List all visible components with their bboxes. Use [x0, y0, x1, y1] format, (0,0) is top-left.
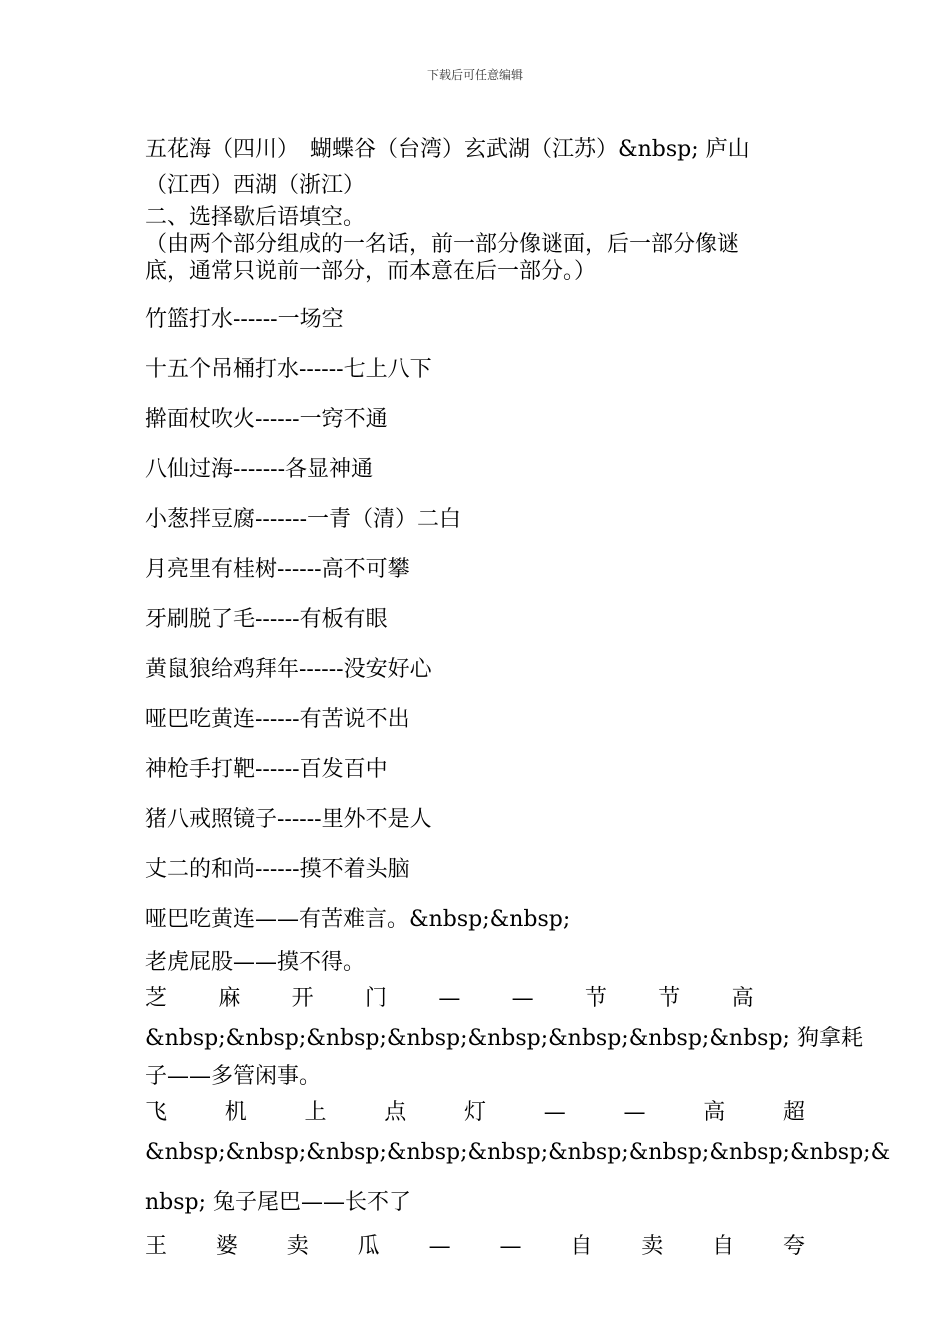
saying-char: 灯 [464, 1100, 487, 1125]
saying-char: 麻 [218, 986, 241, 1011]
places-line-1: 五花海（四川） 蝴蝶谷（台湾）玄武湖（江苏）&nbsp; 庐山 [145, 137, 750, 162]
saying-line: 子——多管闲事。 [145, 1064, 322, 1089]
saying-line: 牙刷脱了毛------有板有眼 [145, 607, 388, 632]
document-body [145, 132, 891, 1265]
justified-saying-line [145, 981, 805, 1017]
saying-line: nbsp; 兔子尾巴——长不了 [145, 1190, 412, 1215]
saying-char: — [543, 1100, 566, 1125]
section-title: 二、选择歇后语填空。 [145, 205, 366, 230]
saying-char: 节 [584, 986, 607, 1011]
saying-line: 哑巴吃黄连——有苦难言。&nbsp;&nbsp; [145, 907, 571, 932]
saying-char: 门 [364, 986, 387, 1011]
saying-char: — [438, 986, 461, 1011]
saying-char: 瓜 [357, 1234, 380, 1259]
saying-char: 飞 [145, 1100, 168, 1125]
saying-line: 月亮里有桂树------高不可攀 [145, 557, 410, 582]
saying-char: 节 [658, 986, 681, 1011]
saying-char: 自 [570, 1234, 593, 1259]
saying-char: — [623, 1100, 646, 1125]
saying-line: &nbsp;&nbsp;&nbsp;&nbsp;&nbsp;&nbsp;&nbsp;&nbsp;&nbsp;& [145, 1140, 891, 1165]
saying-char: 芝 [145, 986, 168, 1011]
saying-line: 猪八戒照镜子------里外不是人 [145, 807, 432, 832]
saying-char: 王 [145, 1234, 168, 1259]
saying-line: 擀面杖吹火------一窍不通 [145, 407, 388, 432]
saying-char: 婆 [215, 1234, 238, 1259]
saying-char: — [511, 986, 534, 1011]
page-header: 下载后可任意编辑 [426, 68, 523, 82]
section-intro-line-1: （由两个部分组成的一名话，前一部分像谜面，后一部分像谜 [145, 232, 740, 257]
saying-char: 超 [782, 1100, 805, 1125]
saying-line: 哑巴吃黄连------有苦说不出 [145, 707, 410, 732]
saying-char: 上 [304, 1100, 327, 1125]
places-line-2: （江西）西湖（浙江） [145, 173, 366, 198]
saying-char: 点 [384, 1100, 407, 1125]
saying-char: — [499, 1234, 522, 1259]
justified-saying-line [145, 1095, 805, 1131]
saying-char: 高 [703, 1100, 726, 1125]
section-intro-line-2: 底，通常只说前一部分，而本意在后一部分。） [145, 259, 597, 284]
saying-line: 老虎屁股——摸不得。 [145, 950, 366, 975]
saying-char: 卖 [641, 1234, 664, 1259]
saying-char: 机 [224, 1100, 247, 1125]
saying-char: 夸 [782, 1234, 805, 1259]
saying-line: 小葱拌豆腐-------一青（清）二白 [145, 507, 462, 532]
saying-line: 神枪手打靶------百发百中 [145, 757, 388, 782]
saying-char: 自 [712, 1234, 735, 1259]
saying-line: 丈二的和尚------摸不着头脑 [145, 857, 410, 882]
saying-char: 开 [291, 986, 314, 1011]
saying-char: 高 [731, 986, 754, 1011]
saying-line: 黄鼠狼给鸡拜年------没安好心 [145, 657, 432, 682]
saying-line: 八仙过海-------各显神通 [145, 457, 374, 482]
saying-line: &nbsp;&nbsp;&nbsp;&nbsp;&nbsp;&nbsp;&nbsp;&nbsp; 狗拿耗 [145, 1026, 863, 1051]
justified-saying-line [145, 1229, 805, 1265]
saying-line: 竹篮打水------一场空 [145, 307, 344, 332]
saying-char: 卖 [286, 1234, 309, 1259]
saying-char: — [428, 1234, 451, 1259]
saying-line: 十五个吊桶打水------七上八下 [145, 357, 432, 382]
